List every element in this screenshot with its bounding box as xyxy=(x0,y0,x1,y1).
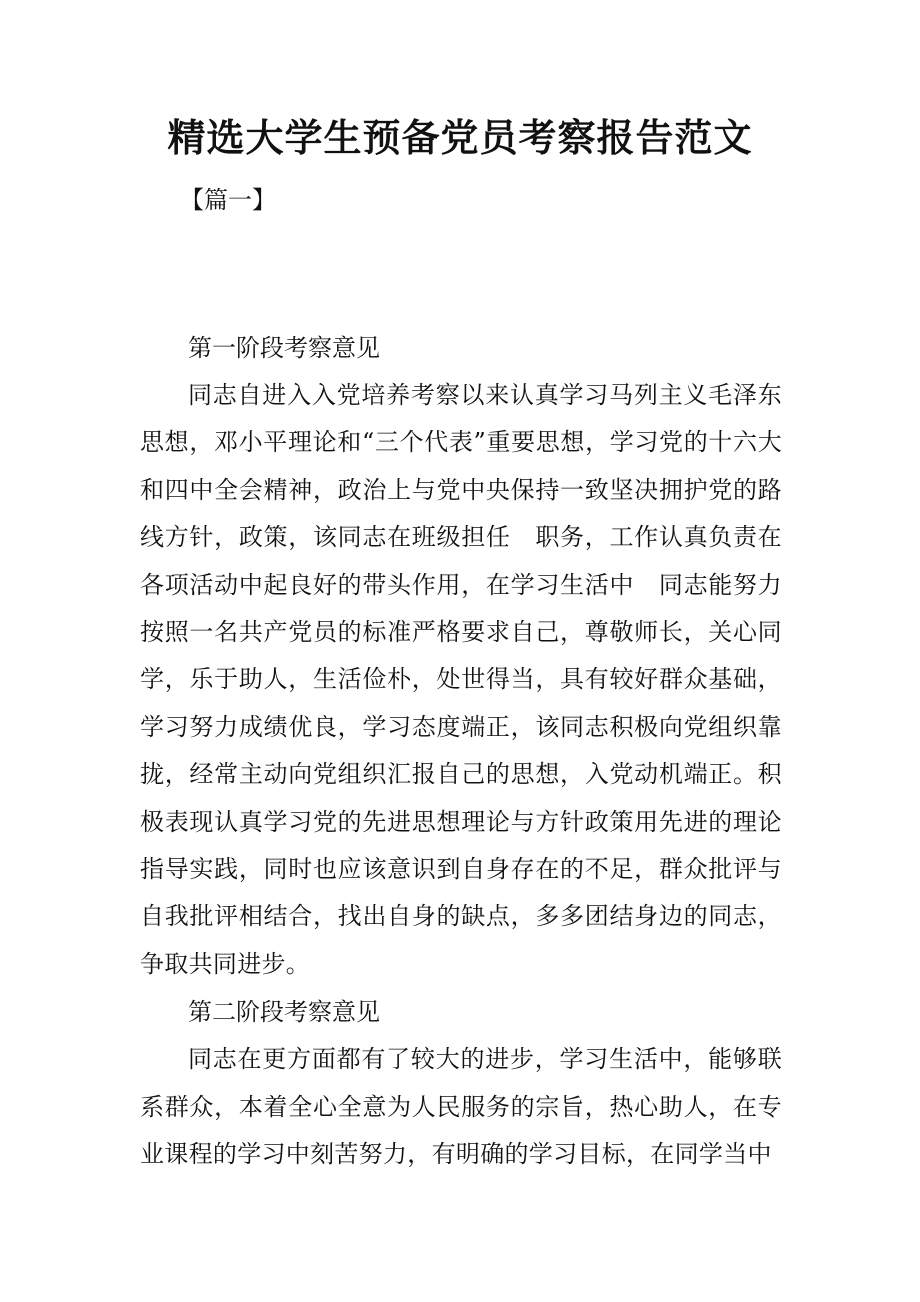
stage2-heading: 第二阶段考察意见 xyxy=(188,998,380,1027)
document-title: 精选大学生预备党员考察报告范文 xyxy=(167,115,753,160)
stage1-paragraph: 同志自进入入党培养考察以来认真学习马列主义毛泽东思想，邓小平理论和“三个代表”重要思想，学习党的十六大和四中全会精神，政治上与党中央保持一致坚决拥护党的路线方针，政策，该同志在班级担任 职务，工作认真负责在各项活动中起良好的带头作用，在学习生活中 同志能努力按照一名共产党员的标准严格要求自己，尊敬师长，关心同学，乐于助人，生活俭朴，处世得当，具有较好群众基础，学习努力成绩优良，学习态度端正，该同志积极向党组织靠拢，经常主动向党组织汇报自己的思想，入党动机端正。积极表现认真学习党的先进思想理论与方针政策用先进的理论指导实践，同时也应该意识到自身存在的不足，群众批评与自我批评相结合，找出自身的缺点，多多团结身边的同志，争取共同进步。 xyxy=(140,381,782,978)
section-mark: 【篇一】 xyxy=(180,186,276,214)
stage2-paragraph: 同志在更方面都有了较大的进步，学习生活中，能够联系群众，本着全心全意为人民服务的宗旨，热心助人，在专业课程的学习中刻苦努力，有明确的学习目标，在同学当中 xyxy=(140,1045,782,1169)
stage1-heading: 第一阶段考察意见 xyxy=(188,334,380,362)
document-body xyxy=(140,324,782,1179)
